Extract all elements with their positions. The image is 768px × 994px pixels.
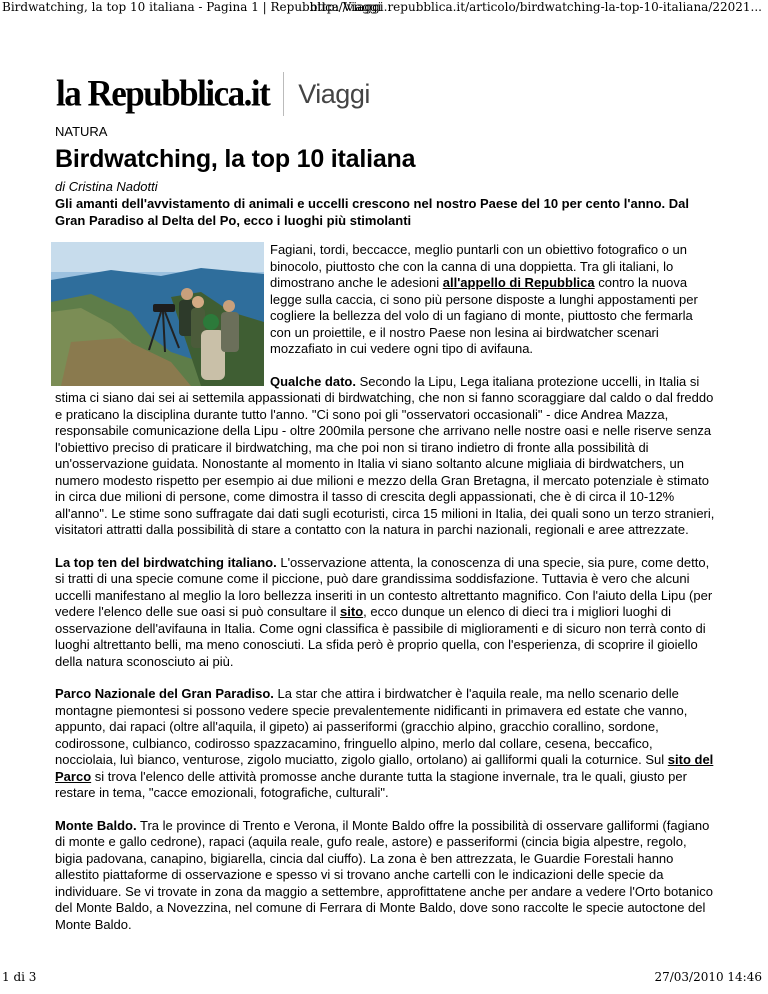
lipu-sito-link[interactable]: sito [340,604,364,619]
article-title: Birdwatching, la top 10 italiana [55,144,416,173]
appello-link[interactable]: all'appello di Repubblica [442,275,595,290]
print-header-url: http://viaggi.repubblica.it/articolo/birdwatching-la-top-10-italiana/22021... [309,0,762,14]
lead-qualche-dato: Qualche dato. [270,373,356,389]
paragraph-top-ten [55,555,715,671]
text-top-ten-2: , ecco dunque un elenco di dieci tra i migliori luoghi di osservazione dell'avifauna in Italia. Come ogni classifica è passibile di miglioramenti e di sicuro non terrà conto di luoghi altrettanto belli, ma meno conosciuti. La sfida però è proprio quella, con l'esperienza, di scoprire il gioiello della natura sconosciuto ai più. [55,604,706,669]
print-footer-page: 1 di 3 [2,970,37,984]
article-standfirst: Gli amanti dell'avvistamento di animali e uccelli crescono nel nostro Paese del 10 per cento l'anno. Dal Gran Paradiso al Delta del Po, ecco i luoghi più stimolanti [55,196,690,228]
sito-parco-link[interactable]: sito del Parco [55,752,714,784]
article-byline: di Cristina Nadotti [55,178,158,194]
text-gran-paradiso-1: La star che attira i birdwatcher è l'aquila reale, ma nello scenario delle montagne piemontesi si possono vedere specie prevalentemente nidificanti in primavera ed estate che vanno, appunto, dai rapaci (oltre all'aquila, il gipeto) ai passeriformi (gracchio alpino, gracchio corallino, sordone, codirossone, culbianco, codirosso spazzacamino, fringuello alpino, merlo dal collare, cesena, beccafico, nocciolaia, luì bianco, venturose, zigolo muciatto, zigolo giallo, ortolano) ai galliformi quali la coturnice. Sul [55,686,688,767]
lead-top-ten: La top ten del birdwatching italiano. [55,554,277,570]
text-gran-paradiso-2: si trova l'elenco delle attività promosse anche durante tutta la stagione invernale, tra le quali, giusto per restare in tema, "cacce emozionali, fotografiche, culturali". [55,768,687,800]
text-qualche-dato: Secondo la Lipu, Lega italiana protezione uccelli, in Italia si stima ci siano dai sei ai settemila appassionati di birdwatching, che non si fanno scoraggiare dal caldo o dal freddo e praticano la disciplina durante tutto l'anno. "Ci sono poi gli "osservatori occasionali" - dice Andrea Mazza, responsabile comunicazione della Lipu - oltre 200mila persone che arrivano nelle nostre oasi e nelle riserve senza l'obiettivo preciso di praticare il birdwatching, ma che poi non si tirano indietro di fronte alla possibilità di un'osservazione guidata. Nonostante al momento in Italia vi siano soltanto alcune migliaia di birdwatchers, un numero modesto rispetto per esempio ai due milioni e mezzo della Gran Bretagna, il mercato potenziale è stimato in circa due milioni di persone, come dimostra il tasso di crescita degli appassionati, che è di circa il 10-12% all'anno". Le stime sono suffragate dai dati sugli ecoturisti, circa 15 milioni in Italia, dei quali sono un terzo stranieri, visitatori attratti dalla possibilità di stare a contatto con la natura in parchi nazionali, regionali e aree attrezzate. [55,373,715,537]
article [55,124,715,949]
print-header-title: Birdwatching, la top 10 italiana - Pagina 1 | Repubblica Viaggi [2,0,382,14]
birdwatchers-photo [51,242,264,386]
logo-divider [283,72,284,116]
lead-gran-paradiso: Parco Nazionale del Gran Paradiso. [55,686,274,701]
logo-section-viaggi: Viaggi [298,78,370,109]
site-logo[interactable] [56,72,370,116]
intro-text-2: contro la nuova legge sulla caccia, ci sono più persone disposte a lunghi appostamenti per cogliere la bellezza del volo di un fagiano di monte, piuttosto che fermarla con un proiettile, e il nostro Paese non lesina ai birdwatcher scenari mozzafiato in cui vedere ogni tipo di avifauna. [270,275,698,356]
text-monte-baldo: Tra le province di Trento e Verona, il Monte Baldo offre la possibilità di osservare galliformi (fagiano di monte e gallo cedrone), rapaci (aquila reale, gufo reale, astore) e passeriformi (cincia bigia alpestre, regolo, bigia padovana, canapino, bigiarella, cincia dal ciuffo). La zona è ben attrezzata, le Guardie Forestali hanno allestito piattaforme di osservazione e spesso vi si trovano anche cartelli con le indicazioni delle specie da individuare. Se vi trovate in zona da maggio a settembre, approfittatene anche per andare a vedere l'Orto botanico del Monte Baldo, a Novezzina, nel comune di Ferrara di Monte Baldo, dove sono raccolte le specie autoctone del Monte Baldo. [55,817,713,932]
print-footer-timestamp: 27/03/2010 14:46 [654,970,762,984]
intro-text-1: Fagiani, tordi, beccacce, meglio puntarli con un obiettivo fotografico o un binocolo, piuttosto che con la canna di una doppietta. Tra gli italiani, lo dimostrano anche le adesioni [270,242,687,290]
article-section: NATURA [55,124,108,139]
text-top-ten-1: L'osservazione attenta, la conoscenza di una specie, sia pure, come detto, si tratti di una specie comune come il piccione, può dare grandissima soddisfazione. Tuttavia è vero che alcuni uccelli manifestano al meglio la loro bellezza inseriti in un contesto altrettanto magnifico. Con l'aiuto della Lipu (per vedere l'elenco delle sue oasi si può consultare il [55,554,713,619]
logo-repubblica: la Repubblica.it [56,73,270,114]
paragraph-monte-baldo [55,818,715,934]
lead-monte-baldo: Monte Baldo. [55,817,137,833]
paragraph-qualche-dato [55,374,715,539]
paragraph-gran-paradiso [55,686,715,802]
